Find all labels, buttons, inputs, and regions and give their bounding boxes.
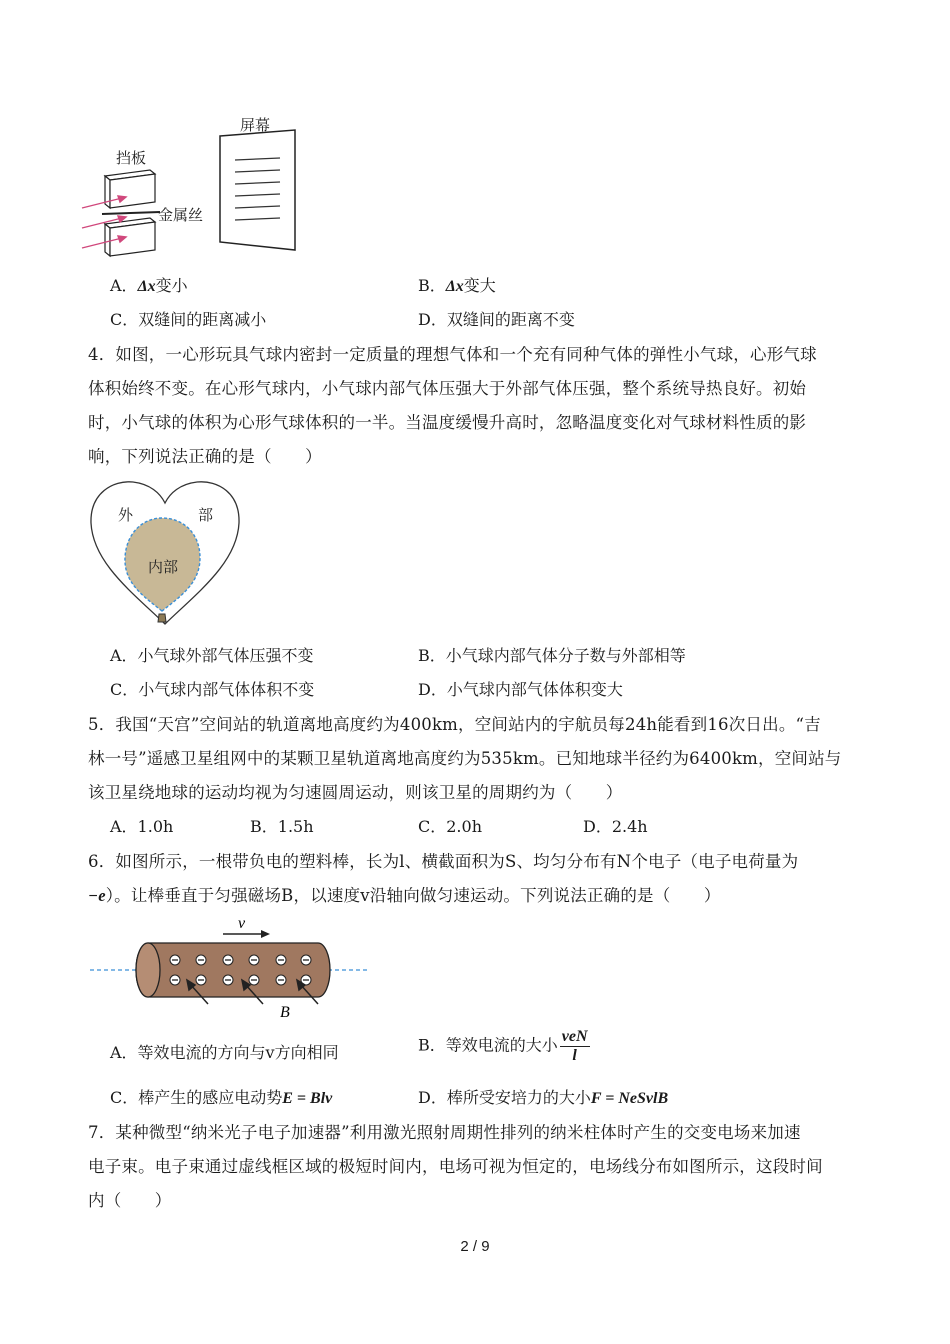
field-label: B	[280, 1004, 290, 1021]
option-text: 变大	[463, 276, 496, 295]
screen	[220, 130, 295, 250]
current-fraction	[560, 1028, 590, 1064]
double-slit-figure	[80, 110, 320, 260]
q5-option-c[interactable]: C．2.0h	[418, 817, 482, 836]
q5-option-d[interactable]: D．2.4h	[583, 817, 648, 836]
option-text: B．等效电流的大小	[418, 1035, 558, 1055]
barrier-label: 挡板	[116, 149, 147, 167]
q6-line-1: 6．如图所示，一根带负电的塑料棒，长为l、横截面积为S、均匀分布有N个电子（电子电荷量为	[88, 852, 799, 871]
barrier-bottom	[105, 218, 155, 256]
delta-x-symbol: Δx	[137, 278, 156, 295]
q4-option-c[interactable]: C．小气球内部气体体积不变	[110, 680, 315, 699]
q5-line-2: 林一号”遥感卫星组网中的某颗卫星轨道离地高度约为535km。已知地球半径约为6400km，空间站与	[88, 749, 842, 768]
q4-option-a[interactable]: A．小气球外部气体压强不变	[110, 646, 314, 665]
electron-charge: −e	[88, 886, 106, 905]
q4-option-d[interactable]: D．小气球内部气体体积变大	[418, 680, 623, 699]
charged-rod-figure	[88, 910, 373, 1022]
force-formula: F = NeSvlB	[590, 1090, 669, 1107]
q4-line-2: 体积始终不变。在心形气球内，小气球内部气体压强大于外部气体压强，整个系统导热良好。初始	[88, 379, 807, 398]
page-number: 2 / 9	[460, 1238, 490, 1255]
balloon-knot	[158, 614, 166, 622]
option-text: 变小	[155, 276, 188, 295]
option-letter: A．	[110, 276, 138, 295]
emf-formula: E = Blv	[282, 1090, 333, 1107]
q4-line-4: 响，下列说法正确的是（ ）	[88, 447, 322, 466]
delta-x-symbol: Δx	[445, 278, 464, 295]
q6-option-c[interactable]	[110, 1085, 332, 1108]
option-text: D．棒所受安培力的大小	[418, 1088, 591, 1107]
q3-option-d[interactable]: D．双缝间的距离不变	[418, 310, 575, 329]
q5-option-a[interactable]: A．1.0h	[110, 817, 174, 836]
wire-label: 金属丝	[158, 206, 204, 224]
screen-label: 屏幕	[240, 116, 271, 134]
outer-label-left: 外	[118, 506, 134, 524]
q7-line-1: 7．某种微型“纳米光子电子加速器”利用激光照射周期性排列的纳米柱体时产生的交变电场来加速	[88, 1123, 801, 1142]
rod-end	[136, 943, 160, 997]
heart-balloon-figure	[88, 478, 248, 633]
velocity-arrowhead	[261, 930, 270, 938]
q3-option-a[interactable]	[110, 273, 188, 296]
q4-line-3: 时，小气球的体积为心形气球体积的一半。当温度缓慢升高时，忽略温度变化对气球材料性质的影	[88, 413, 807, 432]
q7-line-2: 电子束。电子束通过虚线框区域的极短时间内，电场可视为恒定的，电场线分布如图所示，这段时间	[88, 1157, 823, 1176]
q3-option-b[interactable]	[418, 273, 496, 296]
inner-label: 内部	[148, 558, 179, 576]
q6-option-b[interactable]	[418, 1028, 590, 1064]
q4-line-1: 4．如图，一心形玩具气球内密封一定质量的理想气体和一个充有同种气体的弹性小气球，心形气球	[88, 345, 817, 364]
outer-label-right: 部	[198, 506, 214, 524]
option-text: C．棒产生的感应电动势	[110, 1088, 283, 1107]
option-letter: B．	[418, 276, 446, 295]
q5-line-1: 5．我国“天宫”空间站的轨道离地高度约为400km，空间站内的宇航员每24h能看到16次日出。“吉	[88, 715, 821, 734]
fraction-denominator: l	[572, 1046, 577, 1064]
barrier-top	[105, 170, 155, 208]
fraction-numerator: veN	[561, 1028, 588, 1045]
metal-wire	[102, 212, 160, 214]
q4-option-b[interactable]: B．小气球内部气体分子数与外部相等	[418, 646, 686, 665]
q6-option-a[interactable]: A．等效电流的方向与v方向相同	[110, 1043, 339, 1062]
q6-line-2-text: ）。让棒垂直于匀强磁场B，以速度v沿轴向做匀速运动。下列说法正确的是（ ）	[105, 886, 721, 905]
velocity-label: v	[238, 915, 246, 932]
q5-line-3: 该卫星绕地球的运动均视为匀速圆周运动，则该卫星的周期约为（ ）	[88, 783, 623, 802]
q3-option-c[interactable]: C．双缝间的距离减小	[110, 310, 267, 329]
q6-option-d[interactable]	[418, 1085, 668, 1108]
q6-line-2	[88, 882, 721, 906]
q7-line-3: 内（ ）	[88, 1191, 172, 1210]
q5-option-b[interactable]: B．1.5h	[250, 817, 314, 836]
